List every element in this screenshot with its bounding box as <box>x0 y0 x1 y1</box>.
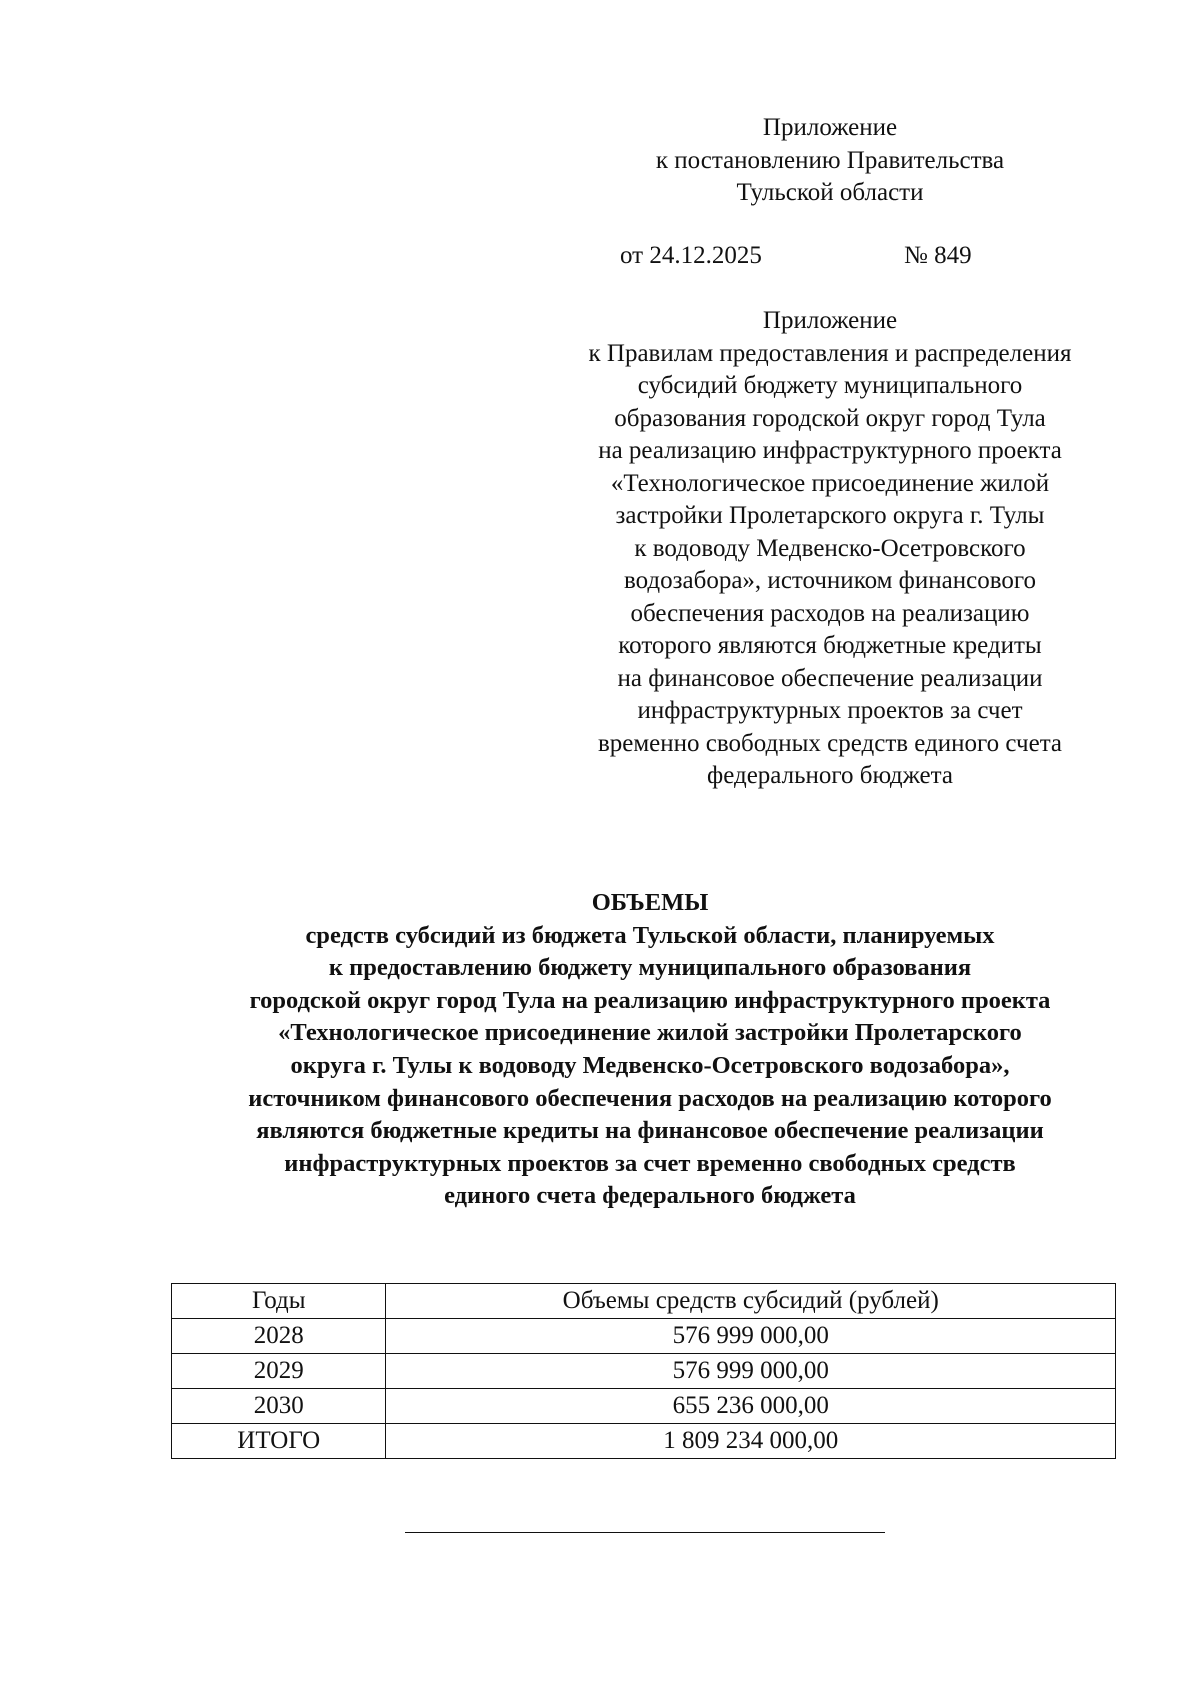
table-total-row <box>172 1424 1116 1459</box>
document-title-line-6: округа г. Тулы к водоводу Медвенско-Осетровского водозабора», <box>290 1051 1010 1079</box>
rules-appendix-line-13: инфраструктурных проектов за счет <box>637 697 1023 724</box>
rules-appendix <box>540 305 1120 793</box>
amount-cell: 576 999 000,00 <box>386 1354 1116 1389</box>
total-amount-cell: 1 809 234 000,00 <box>386 1424 1116 1459</box>
year-cell: 2029 <box>172 1354 386 1389</box>
rules-appendix-line-2: к Правилам предоставления и распределения <box>588 339 1072 367</box>
rules-appendix-line-3: субсидий бюджету муниципального <box>637 372 1023 399</box>
rules-appendix-line-5: на реализацию инфраструктурного проекта <box>598 437 1062 464</box>
document-title-heading: ОБЪЕМЫ <box>591 889 709 916</box>
subsidy-volumes-table <box>171 1283 1116 1459</box>
document-title-line-4: городской округ город Тула на реализацию инфраструктурного проекта <box>249 986 1051 1014</box>
amount-cell: 576 999 000,00 <box>386 1319 1116 1354</box>
year-cell: 2030 <box>172 1389 386 1424</box>
document-title-line-3: к предоставлению бюджету муниципального образования <box>328 954 972 982</box>
rules-appendix-line-15: федерального бюджета <box>707 762 953 789</box>
amount-cell: 655 236 000,00 <box>386 1389 1116 1424</box>
approval-header-line-2: к постановлению Правительства <box>655 146 1005 174</box>
document-title-line-7: источником финансового обеспечения расходов на реализацию которого <box>248 1084 1052 1112</box>
table-row <box>172 1319 1116 1354</box>
year-cell: 2028 <box>172 1319 386 1354</box>
approval-header-line-1: Приложение <box>762 114 898 141</box>
decree-date: от 24.12.2025 <box>620 242 762 269</box>
document-title-line-10: единого счета федерального бюджета <box>444 1182 856 1210</box>
total-label-cell: ИТОГО <box>172 1424 386 1459</box>
approval-header-line-3: Тульской области <box>736 179 924 206</box>
rules-appendix-line-10: обеспечения расходов на реализацию <box>630 599 1030 627</box>
rules-appendix-line-14: временно свободных средств единого счета <box>597 729 1063 757</box>
table-header-row <box>172 1284 1116 1319</box>
document-title-line-2: средств субсидий из бюджета Тульской области, планируемых <box>305 921 995 949</box>
rules-appendix-line-9: водозабора», источником финансового <box>624 567 1036 594</box>
rules-appendix-line-7: застройки Пролетарского округа г. Тулы <box>615 502 1045 529</box>
rules-appendix-line-8: к водоводу Медвенско-Осетровского <box>634 534 1026 562</box>
rules-appendix-line-11: которого являются бюджетные кредиты <box>618 632 1042 659</box>
document-title-line-9: инфраструктурных проектов за счет временно свободных средств <box>284 1149 1016 1177</box>
table-row <box>172 1389 1116 1424</box>
closing-separator-line <box>405 1532 885 1533</box>
table-row <box>172 1354 1116 1389</box>
column-header-amount: Объемы средств субсидий (рублей) <box>386 1284 1116 1319</box>
document-title <box>150 887 1150 1213</box>
rules-appendix-line-1: Приложение <box>762 307 898 334</box>
decree-number: № 849 <box>904 242 972 269</box>
column-header-years: Годы <box>172 1284 386 1319</box>
approval-header <box>580 112 1080 210</box>
rules-appendix-line-6: «Технологическое присоединение жилой <box>610 469 1050 497</box>
document-title-line-8: являются бюджетные кредиты на финансовое обеспечение реализации <box>256 1117 1044 1145</box>
rules-appendix-line-4: образования городской округ город Тула <box>614 404 1046 432</box>
rules-appendix-line-12: на финансовое обеспечение реализации <box>617 664 1043 692</box>
document-title-line-5: «Технологическое присоединение жилой застройки Пролетарского <box>278 1019 1022 1047</box>
